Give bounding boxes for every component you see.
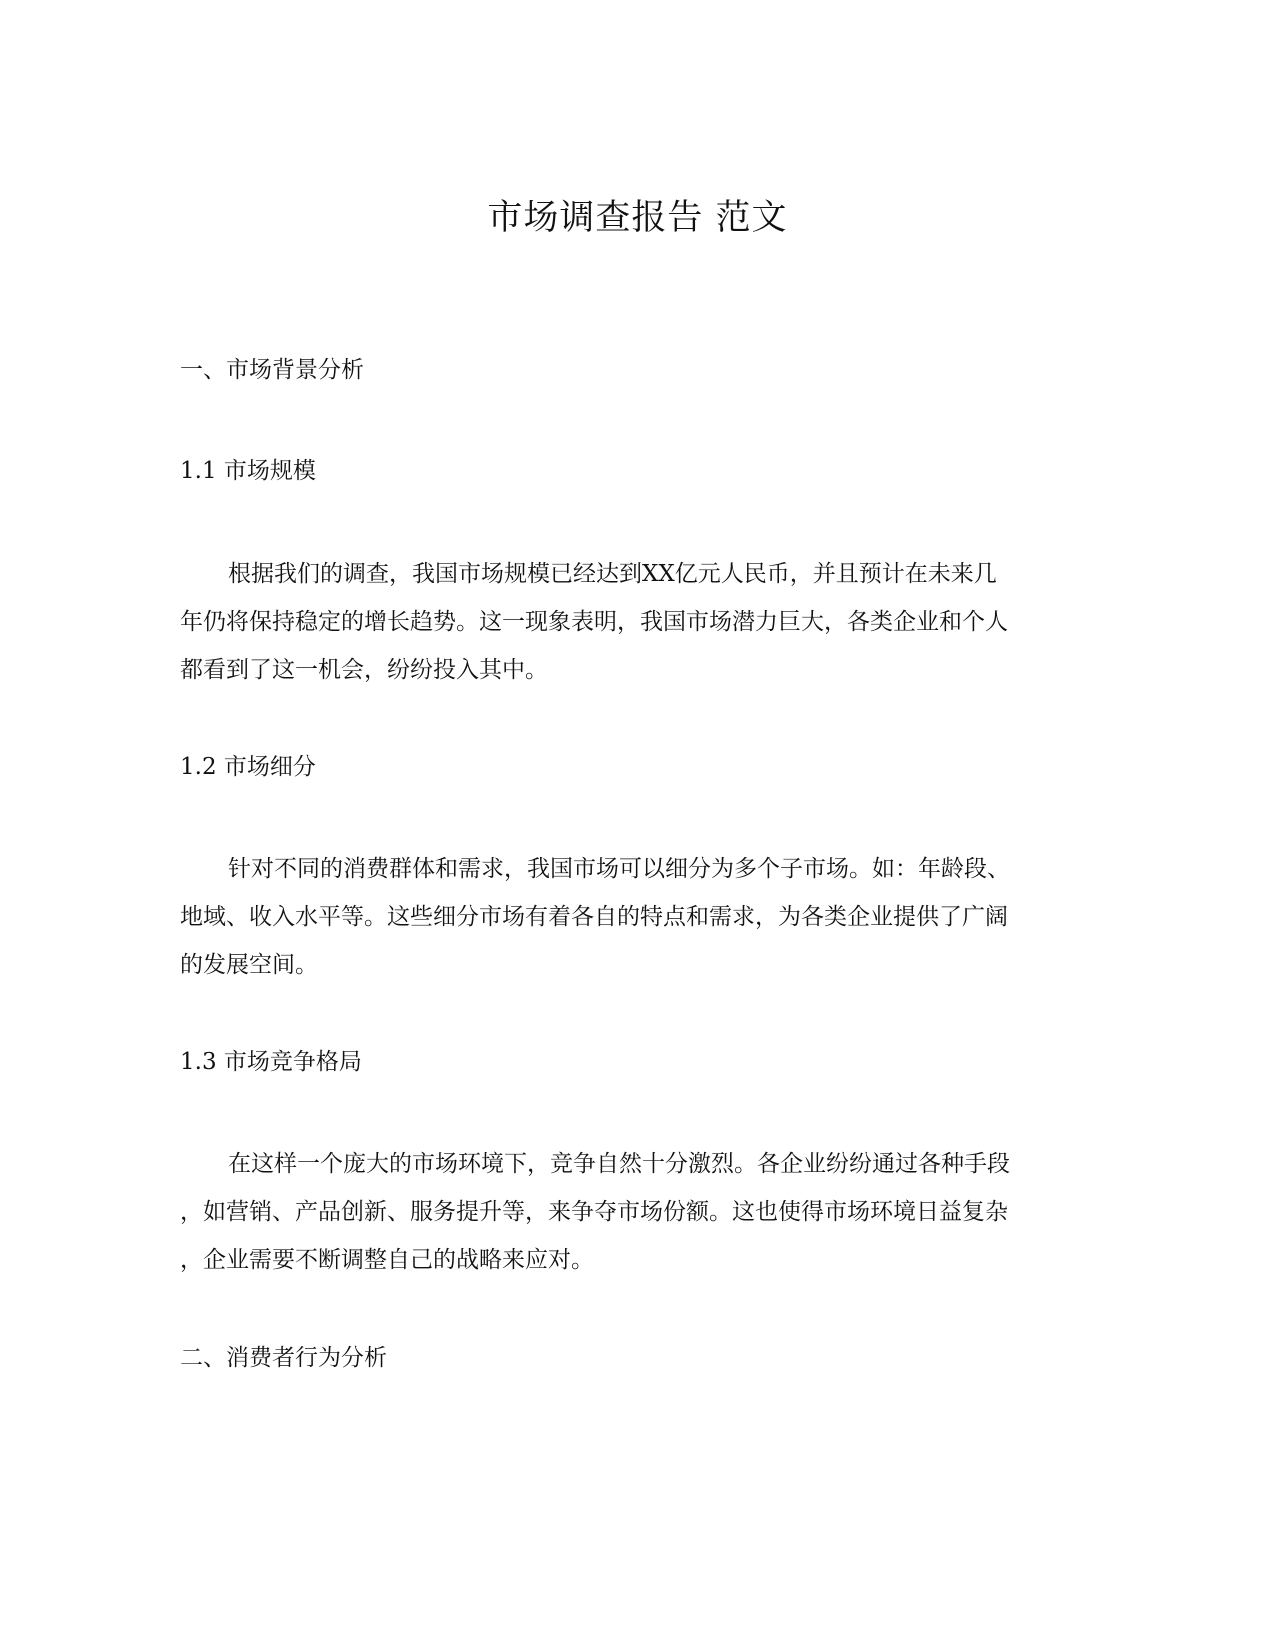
paragraph-line: 的发展空间。 xyxy=(180,952,318,978)
section-heading-market-background: 一、市场背景分析 xyxy=(180,357,364,383)
paragraph-market-segmentation xyxy=(180,845,1038,989)
paragraph-line: ，如营销、产品创新、服务提升等，来争夺市场份额。这也使得市场环境日益复杂 xyxy=(180,1199,1008,1225)
paragraph-line: 针对不同的消费群体和需求，我国市场可以细分为多个子市场。如：年龄段、 xyxy=(228,856,1010,882)
paragraph-competition xyxy=(180,1140,1038,1284)
subsection-heading-competition: 1.3 市场竞争格局 xyxy=(180,1049,362,1075)
subsection-heading-market-segmentation: 1.2 市场细分 xyxy=(180,754,316,780)
paragraph-market-size xyxy=(180,550,1038,694)
document-title: 市场调查报告 范文 xyxy=(487,198,788,238)
paragraph-line: ，企业需要不断调整自己的战略来应对。 xyxy=(180,1247,594,1273)
paragraph-line: 地域、收入水平等。这些细分市场有着各自的特点和需求，为各类企业提供了广阔 xyxy=(180,904,1008,930)
paragraph-line: 根据我们的调查，我国市场规模已经达到XX亿元人民币，并且预计在未来几 xyxy=(228,561,997,587)
paragraph-line: 在这样一个庞大的市场环境下，竞争自然十分激烈。各企业纷纷通过各种手段 xyxy=(228,1151,1010,1177)
paragraph-line: 都看到了这一机会，纷纷投入其中。 xyxy=(180,657,548,683)
subsection-heading-market-size: 1.1 市场规模 xyxy=(180,458,316,484)
section-heading-consumer-behavior: 二、消费者行为分析 xyxy=(180,1345,387,1371)
paragraph-line: 年仍将保持稳定的增长趋势。这一现象表明，我国市场潜力巨大，各类企业和个人 xyxy=(180,609,1008,635)
